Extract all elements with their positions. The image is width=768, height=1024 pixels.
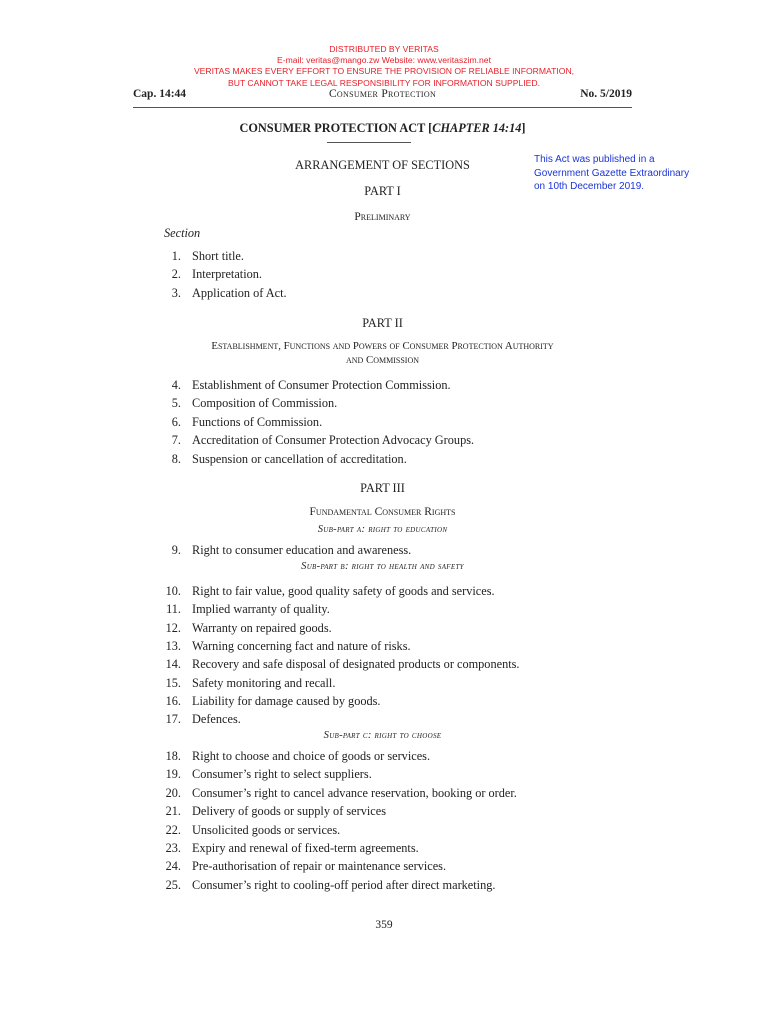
section-title: Defences. xyxy=(192,712,241,726)
part-2-heading-line-2: and Commission xyxy=(345,354,420,366)
section-number: 5. xyxy=(171,396,181,410)
section-title: Consumer’s right to cooling-off period after direct marketing. xyxy=(192,878,496,892)
running-title: Consumer Protection xyxy=(328,88,437,100)
section-number: 24. xyxy=(165,859,181,873)
part-3-heading: Fundamental Consumer Rights xyxy=(309,506,456,518)
page-number: 359 xyxy=(375,919,393,931)
section-title: Right to fair value, good quality safety of goods and services. xyxy=(192,584,495,598)
section-number: 25. xyxy=(165,878,181,892)
section-number: 8. xyxy=(171,452,181,466)
subpart-b-heading: Sub-part b: right to health and safety xyxy=(301,561,464,572)
subpart-a-heading: Sub-part a: right to education xyxy=(317,524,448,535)
section-number: 16. xyxy=(165,694,181,708)
section-title: Warning concerning fact and nature of risks. xyxy=(192,639,411,653)
part-1-label: PART I xyxy=(364,184,401,198)
section-title: Warranty on repaired goods. xyxy=(192,621,332,635)
chapter-number: Cap. 14:44 xyxy=(133,88,187,100)
act-title xyxy=(133,121,632,136)
part-1-heading: Preliminary xyxy=(354,211,411,223)
section-number: 18. xyxy=(165,749,181,763)
notice-line-3: VERITAS MAKES EVERY EFFORT TO ENSURE THE PROVISION OF RELIABLE INFORMATION, xyxy=(193,66,575,77)
section-number: 23. xyxy=(165,841,181,855)
section-title: Short title. xyxy=(192,249,244,263)
gazette-line-3: on 10th December 2019. xyxy=(534,181,645,192)
section-title: Liability for damage caused by goods. xyxy=(192,694,381,708)
section-number: 17. xyxy=(165,712,181,726)
section-title: Composition of Commission. xyxy=(192,396,338,410)
veritas-notice xyxy=(0,44,768,89)
section-number: 6. xyxy=(171,415,181,429)
notice-line-1: DISTRIBUTED BY VERITAS xyxy=(329,44,439,54)
section-number: 1. xyxy=(171,249,181,263)
section-title: Unsolicited goods or services. xyxy=(192,823,341,837)
section-number: 21. xyxy=(165,804,181,818)
section-title: Right to consumer education and awareness. xyxy=(192,543,412,557)
section-number: 14. xyxy=(165,657,181,671)
section-number: 4. xyxy=(171,378,181,392)
act-title-chapter: CHAPTER 14:14 xyxy=(432,121,522,135)
section-title: Consumer’s right to select suppliers. xyxy=(192,767,372,781)
act-number: No. 5/2019 xyxy=(580,88,632,100)
section-number: 10. xyxy=(165,584,181,598)
section-number: 22. xyxy=(165,823,181,837)
title-rule xyxy=(327,142,411,143)
notice-line-4: BUT CANNOT TAKE LEGAL RESPONSIBILITY FOR INFORMATION SUPPLIED. xyxy=(228,77,540,88)
section-number: 19. xyxy=(165,767,181,781)
section-number: 13. xyxy=(165,639,181,653)
section-title: Application of Act. xyxy=(192,286,287,300)
gazette-line-2: Government Gazette Extraordinary xyxy=(534,167,690,179)
part-3-label: PART III xyxy=(360,481,405,495)
section-title: Right to choose and choice of goods or services. xyxy=(192,749,431,763)
section-title: Functions of Commission. xyxy=(192,415,323,429)
section-title: Delivery of goods or supply of services xyxy=(192,804,386,818)
arrangement-heading: ARRANGEMENT OF SECTIONS xyxy=(295,158,470,172)
section-number: 7. xyxy=(171,433,181,447)
section-title: Pre-authorisation of repair or maintenance services. xyxy=(192,859,447,873)
section-number: 11. xyxy=(166,602,181,616)
section-title: Expiry and renewal of fixed-term agreements. xyxy=(192,841,419,855)
section-column-label: Section xyxy=(164,226,201,240)
section-title: Implied warranty of quality. xyxy=(192,602,330,616)
section-title: Establishment of Consumer Protection Commission. xyxy=(192,378,451,392)
section-title: Recovery and safe disposal of designated products or components. xyxy=(192,657,520,671)
section-number: 20. xyxy=(165,786,181,800)
section-number: 15. xyxy=(165,676,181,690)
notice-line-2: E-mail: veritas@mango.zw Website: www.veritaszim.net xyxy=(277,55,491,66)
section-number: 12. xyxy=(165,621,181,635)
act-title-close: ] xyxy=(521,121,526,135)
part-2-label: PART II xyxy=(362,316,403,330)
section-title: Suspension or cancellation of accreditation. xyxy=(192,452,407,466)
section-title: Consumer’s right to cancel advance reservation, booking or order. xyxy=(192,786,517,800)
act-title-main: CONSUMER PROTECTION ACT [ xyxy=(239,121,433,135)
section-title: Safety monitoring and recall. xyxy=(192,676,336,690)
section-number: 2. xyxy=(171,267,181,281)
part-2-heading-line-1: Establishment, Functions and Powers of Consumer Protection Authority xyxy=(211,340,554,352)
section-title: Interpretation. xyxy=(192,267,262,281)
subpart-c-heading: Sub-part c: right to choose xyxy=(323,730,442,741)
header-rule xyxy=(133,107,632,108)
section-number: 3. xyxy=(171,286,181,300)
section-title: Accreditation of Consumer Protection Advocacy Groups. xyxy=(192,433,475,447)
section-number: 9. xyxy=(171,543,181,557)
gazette-line-1: This Act was published in a xyxy=(534,154,655,165)
